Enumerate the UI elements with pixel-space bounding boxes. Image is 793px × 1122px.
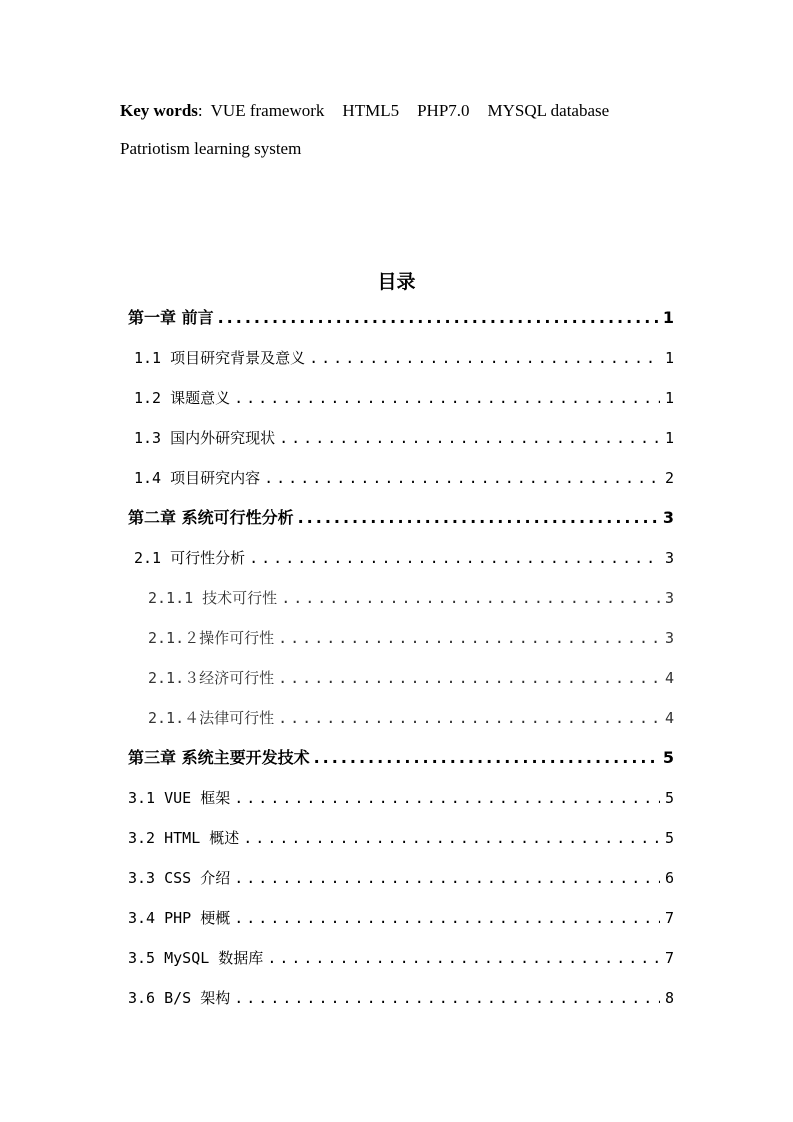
toc-dot-leader <box>234 786 660 810</box>
toc-dot-leader <box>278 666 660 690</box>
toc-page-number: 4 <box>664 669 674 687</box>
toc-entry[interactable] <box>128 306 674 346</box>
toc-entry[interactable] <box>128 746 674 786</box>
toc-page-number: 5 <box>662 748 674 767</box>
toc-entry[interactable] <box>128 586 674 626</box>
toc-entry-title: 3.4 PHP 梗概 <box>128 909 231 927</box>
toc-entry[interactable] <box>128 946 674 986</box>
toc-entry-title: 2.1.２操作可行性 <box>148 629 275 647</box>
toc-page-number: 2 <box>664 469 674 487</box>
toc-page-number: 3 <box>664 549 674 567</box>
toc-entry-title: 第二章 系统可行性分析 <box>128 508 294 527</box>
toc-entry-title: 1.3 国内外研究现状 <box>134 429 276 447</box>
keywords-paragraph <box>120 92 680 168</box>
toc-dot-leader <box>267 946 660 970</box>
toc-entry-title: 3.1 VUE 框架 <box>128 789 231 807</box>
toc-page-number: 3 <box>664 629 674 647</box>
toc-entry-title: 2.1.1 技术可行性 <box>148 589 278 607</box>
toc-page-number: 3 <box>662 508 674 527</box>
toc-entry-title: 3.6 B/S 架构 <box>128 989 231 1007</box>
toc-entry[interactable] <box>128 546 674 586</box>
toc-dot-leader <box>298 506 659 530</box>
toc-entry-title: 2.1.３经济可行性 <box>148 669 275 687</box>
toc-entry-title: 2.1.４法律可行性 <box>148 709 275 727</box>
toc-page-number: 5 <box>664 829 674 847</box>
toc-page-number: 8 <box>664 989 674 1007</box>
keywords-label: Key words <box>120 101 198 120</box>
toc-page-number: 1 <box>664 349 674 367</box>
toc-entry[interactable] <box>128 466 674 506</box>
toc-entry-title: 2.1 可行性分析 <box>134 549 246 567</box>
toc-page-number: 1 <box>662 308 674 327</box>
toc-dot-leader <box>281 586 660 610</box>
toc-dot-leader <box>278 706 660 730</box>
toc-dot-leader <box>314 746 659 770</box>
toc-entry[interactable] <box>128 346 674 386</box>
toc-page-number: 5 <box>664 789 674 807</box>
toc-dot-leader <box>279 426 660 450</box>
keyword-term: PHP7.0 <box>417 101 470 120</box>
toc-dot-leader <box>264 466 660 490</box>
keyword-term: HTML5 <box>342 101 400 120</box>
toc-entry-title: 第三章 系统主要开发技术 <box>128 748 310 767</box>
toc-entry[interactable] <box>128 666 674 706</box>
toc-entry-title: 1.4 项目研究内容 <box>134 469 261 487</box>
keyword-term: MYSQL database <box>487 101 610 120</box>
toc-entry-title: 第一章 前言 <box>128 308 214 327</box>
toc-entry-title: 1.2 课题意义 <box>134 389 231 407</box>
toc-dot-leader <box>278 626 660 650</box>
toc-dot-leader <box>218 306 659 330</box>
toc-dot-leader <box>249 546 660 570</box>
toc-dot-leader <box>234 866 660 890</box>
toc-dot-leader <box>309 346 660 370</box>
toc-entry[interactable] <box>128 826 674 866</box>
toc-entry[interactable] <box>128 986 674 1026</box>
toc-dot-leader <box>234 986 660 1010</box>
toc-entry[interactable] <box>128 906 674 946</box>
toc-entry[interactable] <box>128 426 674 466</box>
toc-entry[interactable] <box>128 506 674 546</box>
toc-entry-title: 3.5 MySQL 数据库 <box>128 949 264 967</box>
keyword-term: VUE framework <box>210 101 325 120</box>
toc-entry[interactable] <box>128 706 674 746</box>
toc-page-number: 3 <box>664 589 674 607</box>
toc-page-number: 1 <box>664 429 674 447</box>
toc-entry[interactable] <box>128 626 674 666</box>
toc-page-number: 7 <box>664 909 674 927</box>
toc-title: 目录 <box>377 271 416 293</box>
toc-page-number: 6 <box>664 869 674 887</box>
keyword-term: Patriotism learning system <box>120 139 302 158</box>
toc-entry-title: 3.2 HTML 概述 <box>128 829 240 847</box>
toc-entry-title: 1.1 项目研究背景及意义 <box>134 349 306 367</box>
keywords-colon: : <box>197 101 203 120</box>
toc-entry[interactable] <box>128 866 674 906</box>
toc-dot-leader <box>243 826 660 850</box>
toc-page-number: 7 <box>664 949 674 967</box>
toc-page-number: 1 <box>664 389 674 407</box>
table-of-contents <box>128 306 674 1026</box>
toc-dot-leader <box>234 906 660 930</box>
toc-entry[interactable] <box>128 786 674 826</box>
toc-page-number: 4 <box>664 709 674 727</box>
toc-dot-leader <box>234 386 660 410</box>
toc-entry-title: 3.3 CSS 介绍 <box>128 869 231 887</box>
toc-entry[interactable] <box>128 386 674 426</box>
